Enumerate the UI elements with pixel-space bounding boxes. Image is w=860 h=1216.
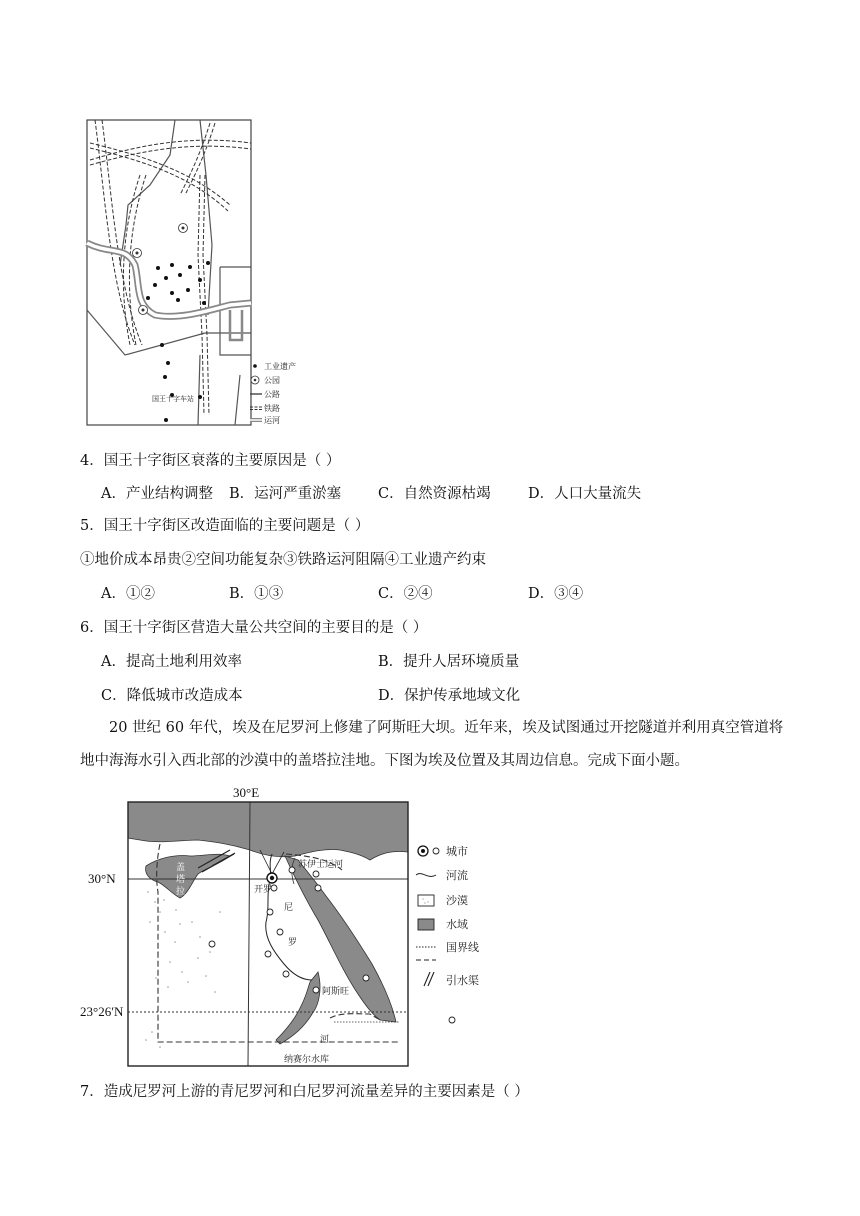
question-number: 7．: [80, 1084, 104, 1100]
question-5: [80, 516, 369, 536]
question-number: 6．: [80, 620, 104, 636]
option-text: 降低城市改造成本: [126, 688, 243, 704]
option-key: B．: [378, 654, 404, 670]
kings-cross-map: [80, 115, 296, 435]
option-text: ①③: [254, 586, 284, 602]
legend-railway: 铁路: [264, 404, 280, 413]
option-text: ②④: [403, 586, 433, 602]
longitude-label: 30°E: [233, 785, 260, 800]
egypt-map: [80, 782, 500, 1074]
option-key: A．: [101, 486, 126, 502]
option-text: ①②: [125, 586, 155, 602]
aswan-label: 阿斯旺: [322, 987, 350, 997]
q6-option-a[interactable]: [101, 652, 242, 672]
nile-char-1: 尼: [284, 903, 294, 913]
question-text: 国王十字街区改造面临的主要问题是（ ）: [103, 518, 370, 534]
cairo-label: 开罗: [254, 885, 273, 895]
option-text: 提高土地利用效率: [125, 654, 242, 670]
question-number: 4．: [80, 453, 104, 469]
option-key: A．: [101, 586, 126, 602]
option-key: D．: [528, 586, 555, 602]
question-number: 5．: [80, 518, 104, 534]
q5-statement: ①地价成本昂贵②空间功能复杂③铁路运河阻隔④工业遗产约束: [80, 552, 486, 568]
option-text: ③④: [554, 586, 584, 602]
option-text: 运河严重淤塞: [254, 486, 342, 502]
legend-river: 河流: [446, 869, 468, 882]
q6-option-c[interactable]: [101, 686, 243, 706]
option-key: B．: [229, 586, 255, 602]
latitude-tropic-label: 23°26′N: [80, 1004, 124, 1019]
q4-option-c[interactable]: [378, 484, 491, 504]
legend-canal: 运河: [264, 416, 280, 425]
option-key: B．: [229, 486, 255, 502]
option-text: 自然资源枯竭: [403, 486, 491, 502]
legend-heritage: 工业遗产: [264, 362, 296, 371]
option-text: 保护传承地域文化: [404, 688, 521, 704]
question-7: [80, 1082, 529, 1102]
q5-option-d[interactable]: [528, 584, 583, 604]
option-key: D．: [528, 486, 555, 502]
question-4: [80, 451, 340, 471]
q5-option-b[interactable]: [229, 584, 283, 604]
option-text: 产业结构调整: [125, 486, 213, 502]
legend-desert: 沙漠: [446, 894, 468, 907]
option-text: 提升人居环境质量: [403, 654, 520, 670]
legend-park: 公园: [264, 376, 280, 385]
q6-option-b[interactable]: [378, 652, 519, 672]
legend-canal: 引水渠: [446, 974, 479, 987]
latitude-30-label: 30°N: [88, 871, 116, 886]
legend-road: 公路: [264, 390, 280, 399]
qattara-char-2: 塔: [176, 875, 186, 885]
question-text: 造成尼罗河上游的青尼罗河和白尼罗河流量差异的主要因素是（ ）: [103, 1084, 529, 1100]
option-key: A．: [101, 654, 126, 670]
station-label: 国王十字车站: [152, 395, 194, 403]
q5-option-c[interactable]: [378, 584, 433, 604]
q6-option-d[interactable]: [378, 686, 520, 706]
option-key: C．: [378, 586, 404, 602]
legend-water: 水域: [446, 918, 468, 931]
q4-option-b[interactable]: [229, 484, 341, 504]
q4-option-a[interactable]: [101, 484, 213, 504]
nasser-label: 纳赛尔水库: [284, 1055, 330, 1065]
suez-label: 苏伊士运河: [298, 860, 344, 870]
q5-option-a[interactable]: [101, 584, 155, 604]
option-key: D．: [378, 688, 405, 704]
qattara-char-3: 拉: [176, 887, 186, 897]
question-text: 国王十字街区衰落的主要原因是（ ）: [103, 453, 341, 469]
option-text: 人口大量流失: [554, 486, 642, 502]
question-text: 国王十字街区营造大量公共空间的主要目的是（ ）: [103, 620, 428, 636]
nile-char-3: 河: [320, 1035, 330, 1045]
nile-char-2: 罗: [288, 938, 298, 948]
legend-city: 城市: [446, 845, 468, 858]
q4-option-d[interactable]: [528, 484, 641, 504]
qattara-char-1: 盖: [176, 863, 186, 873]
question-6: [80, 618, 427, 638]
passage-text: 20 世纪 60 年代，埃及在尼罗河上修建了阿斯旺大坝。近年来，埃及试图通过开挖隧道并利用真空管道将地中海海水引入西北部的沙漠中的盖塔拉洼地。下图为埃及位置及其周边信息。完成下面小题。: [80, 720, 784, 769]
option-key: C．: [378, 486, 404, 502]
option-key: C．: [101, 688, 127, 704]
legend-border: 国界线: [446, 941, 479, 954]
